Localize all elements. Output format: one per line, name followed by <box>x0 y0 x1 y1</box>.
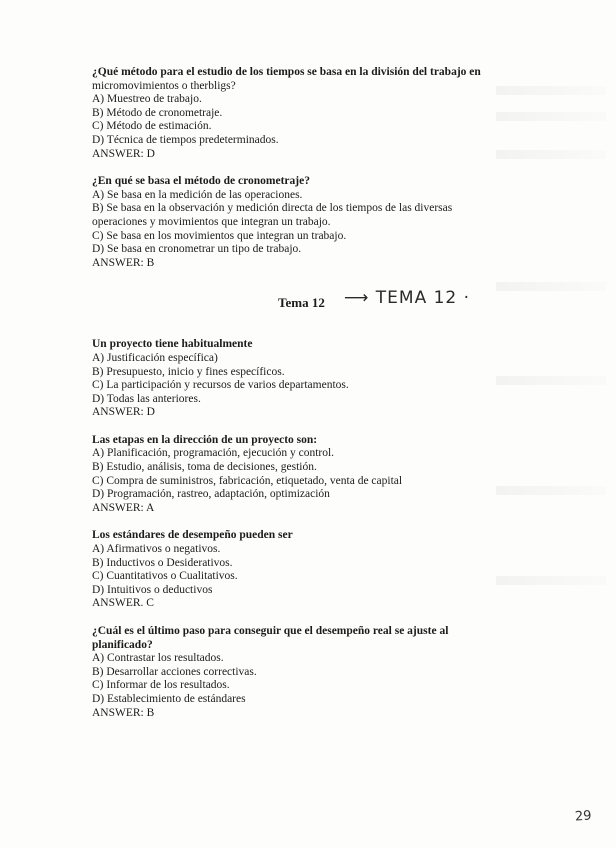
option: C) La participación y recursos de varios departamentos. <box>92 379 349 392</box>
question-block <box>92 338 512 420</box>
answer: ANSWER: D <box>92 406 155 419</box>
option: A) Afirmativos o negativos. <box>92 543 221 556</box>
option: D) Programación, rastreo, adaptación, optimización <box>92 488 330 501</box>
section-title: Tema 12 <box>278 295 325 311</box>
question-title: ¿En qué se basa el método de cronometraje? <box>92 175 310 188</box>
option: A) Justificación específica) <box>92 351 218 364</box>
answer: ANSWER: B <box>92 256 155 269</box>
question-title-continued: planificado? <box>92 638 153 651</box>
option: C) Método de estimación. <box>92 120 212 133</box>
question-title: ¿Cuál es el último paso para conseguir que el desempeño real se ajuste al <box>92 625 449 637</box>
question-title: Un proyecto tiene habitualmente <box>92 338 253 351</box>
option: B) Desarrollar acciones correctivas. <box>92 665 257 678</box>
question-block <box>92 625 512 720</box>
option: D) Se basa en cronometrar un tipo de trabajo. <box>92 243 302 256</box>
option: B) Estudio, análisis, toma de decisiones, gestión. <box>92 461 317 474</box>
handwritten-note: ⟶ TEMA 12 · <box>344 288 471 309</box>
section-heading <box>92 288 512 314</box>
question-title: Los estándares de desempeño pueden ser <box>92 529 293 542</box>
page-number: 29 <box>574 808 593 825</box>
question-title: Las etapas en la dirección de un proyecto son: <box>92 433 318 446</box>
answer: ANSWER. C <box>92 597 154 610</box>
option-continued: operaciones y movimientos que integran un trabajo. <box>92 215 331 228</box>
question-block <box>92 66 512 161</box>
question-block <box>92 175 512 270</box>
option: A) Muestreo de trabajo. <box>92 93 202 106</box>
question-block <box>92 529 512 611</box>
option: C) Compra de suministros, fabricación, etiquetado, venta de capital <box>92 474 403 487</box>
answer: ANSWER: D <box>92 147 155 160</box>
option: D) Todas las anteriores. <box>92 392 201 405</box>
option: C) Informar de los resultados. <box>92 679 230 692</box>
option: A) Planificación, programación, ejecución y control. <box>92 447 335 460</box>
question-title-continued: micromovimientos o therbligs? <box>92 79 236 92</box>
option: B) Se basa en la observación y medición directa de los tiempos de las diversas <box>92 202 453 215</box>
answer: ANSWER: B <box>92 706 155 719</box>
option: A) Se basa en la medición de las operaciones. <box>92 188 303 201</box>
option: D) Intuitivos o deductivos <box>92 583 213 596</box>
option: C) Se basa en los movimientos que integran un trabajo. <box>92 229 347 242</box>
answer: ANSWER: A <box>92 501 155 514</box>
option: D) Establecimiento de estándares <box>92 692 246 705</box>
question-block <box>92 434 512 516</box>
option: A) Contrastar los resultados. <box>92 652 224 665</box>
option: C) Cuantitativos o Cualitativos. <box>92 570 238 583</box>
question-title: ¿Qué método para el estudio de los tiempos se basa en la división del trabajo en <box>92 66 481 78</box>
option: B) Método de cronometraje. <box>92 106 223 119</box>
document-content <box>92 66 512 734</box>
option: B) Inductivos o Desiderativos. <box>92 556 233 569</box>
option: D) Técnica de tiempos predeterminados. <box>92 133 279 146</box>
option: B) Presupuesto, inicio y fines específicos. <box>92 365 285 378</box>
